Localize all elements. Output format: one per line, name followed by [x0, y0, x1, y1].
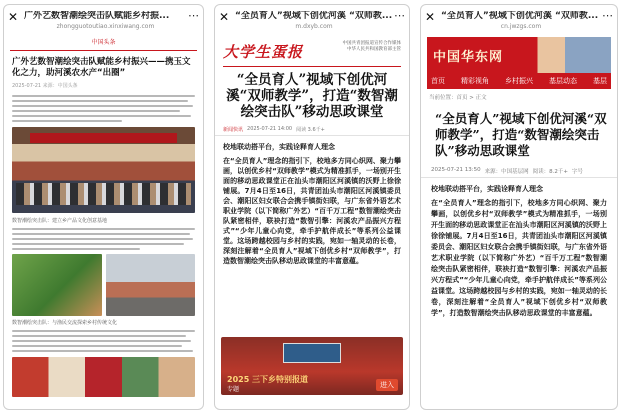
category-tag[interactable]: 新闻快讯 — [223, 127, 244, 133]
breadcrumb: 当前位置：首页 > 正文 — [429, 95, 487, 101]
article-screenshot-1 — [3, 4, 204, 410]
special-report-banner[interactable] — [221, 337, 403, 395]
section-heading: 校地联动搭平台，实践诠释育人理念 — [431, 185, 543, 193]
article-meta — [421, 165, 617, 178]
article-body: 在“全员育人”理念的指引下，校地多方同心织网、聚力攀画，以创优乡村“双师教学”模式为精准抓手，一场别开生面的移动思政课堂正在汕头市潮阳区河溪镇的沃野上徐徐铺展。7月4日至16日，共青团汕头市潮阳区河溪镇委员会、潮阳区妇女联合会携手镇街妇联，与广东省外语艺术职业学院（以下简称广外艺）“百千万工程”数智潮绘突击队紧密相伴，联袂打造“数智引擎：河溪农产品振兴方程式”“少年儿童心向党，牵手护航伴成长”等系列公益课堂。这场跨越校园与乡村的实践，宛如一轴灵动的长卷，深刻注解着“全员育人”视域下创优乡村“双师教学”，打造数智潮绘突击队移动思政课堂的丰富意蕴。 — [223, 157, 401, 265]
page-title: “全员育人”视域下创优河溪 “双师教... — [441, 11, 599, 21]
close-icon[interactable]: ✕ — [425, 10, 436, 24]
nav-item-perspective[interactable]: 精彩视角 — [461, 77, 489, 85]
article-meta: 2025-07-21 来源：中国头条 — [12, 83, 78, 89]
publish-date: 2025-07-21 14:00 — [247, 126, 293, 132]
view-count: 阅读：8.2千+ — [532, 169, 568, 175]
browser-header — [4, 5, 203, 35]
page-url: m.dxyb.com — [295, 23, 333, 30]
more-menu-icon[interactable]: ⋯ — [188, 9, 199, 22]
article-headline: “全员育人”视域下创优河溪“双师教学”，打造“数智潮绘突击队”移动思政课堂 — [226, 72, 398, 120]
publish-date: 2025-07-21 13:50 — [431, 167, 481, 173]
site-logo[interactable]: 中国华东网 — [433, 49, 504, 65]
banner-subtitle: 专题 — [227, 386, 240, 393]
org-info: 中国共青团报道宣传合作媒体 中华人民共和国教育部主管 — [342, 41, 401, 52]
field-photo — [12, 254, 102, 316]
article-body-text — [4, 228, 203, 250]
more-menu-icon[interactable]: ⋯ — [602, 9, 613, 22]
view-count: 阅读 3.6千+ — [296, 127, 325, 133]
page-url: zhongguotoutiao.xinxiwang.com — [56, 23, 155, 30]
photo-caption: 数智潮绘突击队：与渔民交流探索乡村传统文化 — [12, 320, 118, 326]
nav-item-rural[interactable]: 乡村振兴 — [505, 77, 533, 85]
close-icon[interactable]: ✕ — [219, 10, 230, 24]
section-heading: 校地联动搭平台，实践诠释育人理念 — [223, 143, 335, 151]
article-headline: “全员育人”视域下创优河溪“双师教学”，打造“数智潮绘突击队”移动思政课堂 — [435, 111, 607, 158]
article-headline: 广外艺数智潮绘突击队赋能乡村振兴——携玉文化之力，助河溪农水产“出圈” — [12, 57, 191, 78]
browser-header — [421, 5, 617, 35]
article-meta — [215, 124, 409, 136]
page-title: 广外艺数智潮绘突击队赋能乡村振... — [24, 11, 170, 21]
banner-title: 2025 三下乡特别报道 — [227, 375, 309, 384]
masthead — [215, 35, 409, 66]
article-screenshot-3 — [420, 4, 618, 410]
nav-item-grassroots[interactable]: 基层动态 — [549, 77, 577, 85]
site-logo: 中国头条 — [91, 39, 116, 46]
nav-item-more[interactable]: 基层 — [593, 77, 607, 85]
site-nav — [427, 73, 611, 89]
banner-image — [283, 343, 341, 363]
page-url: cn.jwzgs.com — [500, 23, 542, 30]
article-screenshot-2 — [214, 4, 410, 410]
article-body: 在“全员育人”理念的指引下，校地多方同心织网、聚力攀画，以创优乡村“双师教学”模式为精准抓手，一场别开生面的移动思政课堂正在汕头市潮阳区河溪镇的沃野上徐徐铺展。7月4日至16日，共青团汕头市潮阳区河溪镇委员会、潮阳区妇女联合会携手镇街妇联，与广东省外语艺术职业学院（以下简称广外艺）“百千万工程”数智潮绘突击队紧密相伴，联袂打造“数智引擎：河溪农产品振兴方程式”“少年儿童心向党，牵手护航伴成长”等系列公益课堂。这场跨越校园与乡村的实践，宛如一轴灵动的长卷，深刻注解着“全员育人”视域下创优乡村“双师教学”，打造数智潮绘突击队移动思政课堂的丰富意蕴。 — [431, 199, 607, 317]
group-photo — [12, 357, 195, 397]
article-body-text — [4, 95, 203, 122]
page-title: “全员育人”视域下创优河溪 “双师教... — [235, 11, 393, 21]
photo-caption: 数智潮绘突击队：建立乡产品文化创意基地 — [12, 218, 108, 224]
browser-header — [215, 5, 409, 35]
enter-button[interactable]: 进入 — [376, 379, 398, 391]
classroom-photo — [12, 127, 195, 213]
font-size-toggle[interactable]: 字号 — [571, 169, 583, 175]
divider — [10, 50, 197, 51]
close-icon[interactable]: ✕ — [8, 10, 19, 24]
site-banner — [427, 37, 611, 73]
more-menu-icon[interactable]: ⋯ — [394, 9, 405, 22]
site-logo[interactable]: 大学生蛋报 — [223, 43, 304, 61]
photo-row — [12, 254, 195, 316]
nav-item-home[interactable]: 首页 — [431, 77, 445, 85]
article-body-text — [4, 330, 203, 352]
street-photo — [106, 254, 196, 316]
article-source: 来源：中国基层网 — [484, 169, 529, 175]
